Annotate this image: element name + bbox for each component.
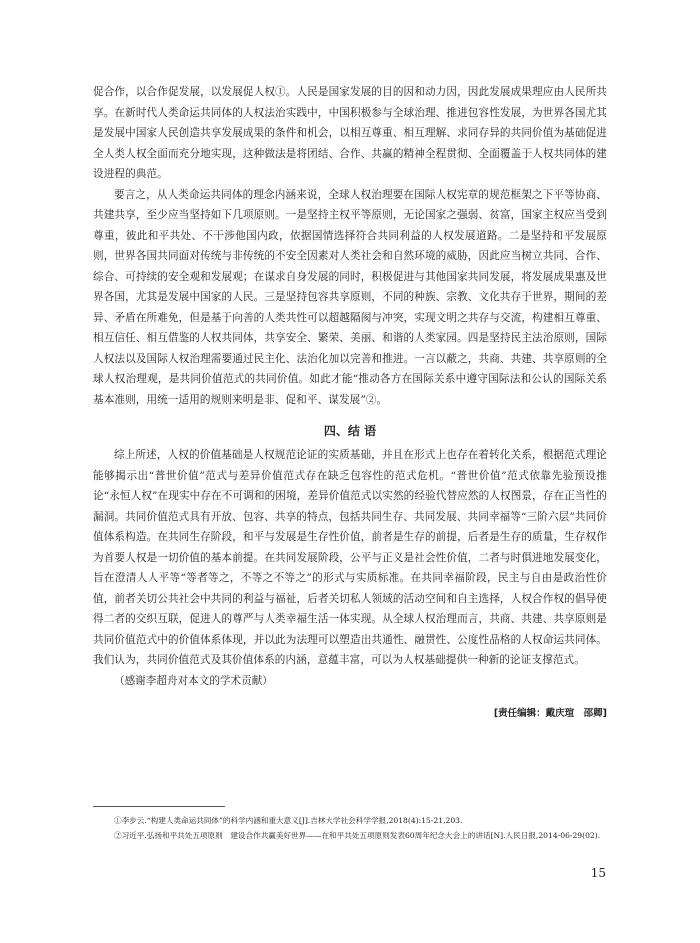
- paragraph-1: 促合作，以合作促发展，以发展促人权①。人民是国家发展的目的因和动力因，因此发展成果理应由人民所共享。在新时代人类命运共同体的人权法治实践中，中国积极参与全球治理、推进包容性发展，为世界各国尤其是发展中国家人民创造共享发展成果的条件和机会，以相互尊重、相互理解、求同存异的共同价值为基础促进全人类人权全面而充分地实现，这种做法是将团结、合作、共赢的精神全程贯彻、全面覆盖于人权共同体的建设进程的典范。: [93, 86, 607, 180]
- footnote-2: ②习近平.弘扬和平共处五项原则 建设合作共赢美好世界——在和平共处五项原则发表60周年纪念大会上的讲话[N].人民日报,2014-06-29(02).: [114, 831, 601, 840]
- acknowledgement: （感谢李超舟对本文的学术贡献）: [114, 674, 273, 687]
- responsible-editor: [责任编辑：戴庆瑄 邵卿]: [493, 707, 607, 719]
- paragraph-2: 要言之，从人类命运共同体的理念内涵来说，全球人权治理要在国际人权宪章的规范框架之下平等协商、共建共享，至少应当坚持如下几项原则。一是坚持主权平等原则，无论国家之强弱、贫富，国家主权应当受到尊重，彼此和平共处、不干涉他国内政，依据国情选择符合共同利益的人权发展道路。二是坚持和平发展原则，世界各国共同面对传统与非传统的不安全因素对人类社会和自然环境的威胁，因此应当树立共同、合作、综合、可持续的安全观和发展观；在谋求自身发展的同时，积极促进与其他国家共同发展，将发展成果惠及世界各国，尤其是发展中国家的人民。三是坚持包容共享原则，不同的种族、宗教、文化共存于世界，期间的差异、矛盾在所难免，但是基于向善的人类共性可以超越隔阂与冲突，实现文明之共存与交流，构建相互尊重、相互信任、相互借鉴的人权共同体，共享安全、繁荣、美丽、和谐的人类家园。四是坚持民主法治原则，国际人权法以及国际人权治理需要通过民主化、法治化加以完善和推进。一言以蔽之，共商、共建、共享原则的全球人权治理观，是共同价值范式的共同价值。如此才能“推动各方在国际关系中遵守国际法和公认的国际关系基本准则，用统一适用的规则来明是非、促和平、谋发展”②。: [93, 188, 607, 406]
- footnote-1: ①李步云.“构建人类命运共同体”的科学内涵和重大意义[J].吉林大学社会科学学报,2018(4):15-21,203.: [114, 816, 463, 825]
- paragraph-3: 综上所述，人权的价值基础是人权规范论证的实质基础，并且在形式上也存在着转化关系，根据范式理论能够揭示出“普世价值”范式与差异价值范式存在缺乏包容性的范式危机。“普世价值”范式依靠先验预设推论“永恒人权”在现实中存在不可调和的困境，差异价值范式以实然的经验代替应然的人权图景，存在正当性的漏洞。共同价值范式具有开放、包容、共享的特点，包括共同生存、共同发展、共同幸福等“三阶六层”共同价值体系构造。在共同生存阶段，和平与发展是生存性价值，前者是生存的前提，后者是生存的质量，生存权作为首要人权是一切价值的基本前提。在共同发展阶段，公平与正义是社会性价值，二者与时俱进地发展变化，旨在澄清人人平等“等者等之，不等之不等之”的形式与实质标准。在共同幸福阶段，民主与自由是政治性价值，前者关切公共社会中共同的利益与福祉，后者关切私人领域的活动空间和自主选择，人权合作权的倡导使得二者的交织互联，促进人的尊严与人类幸福生活一体实现。从全球人权治理而言，共商、共建、共享原则是共同价值范式中的价值体系体现，并以此为法理可以塑造出共通性、融贯性、公度性品格的人权命运共同体。我们认为，共同价值范式及其价值体系的内涵，意蕴丰富，可以为人权基础提供一种新的论证支撑范式。: [93, 449, 607, 666]
- footnotes: [93, 813, 607, 843]
- section-heading: 四、结 语: [323, 424, 377, 438]
- page-number: 15: [590, 866, 606, 880]
- article-body: [93, 82, 607, 719]
- footnote-divider: [93, 806, 225, 807]
